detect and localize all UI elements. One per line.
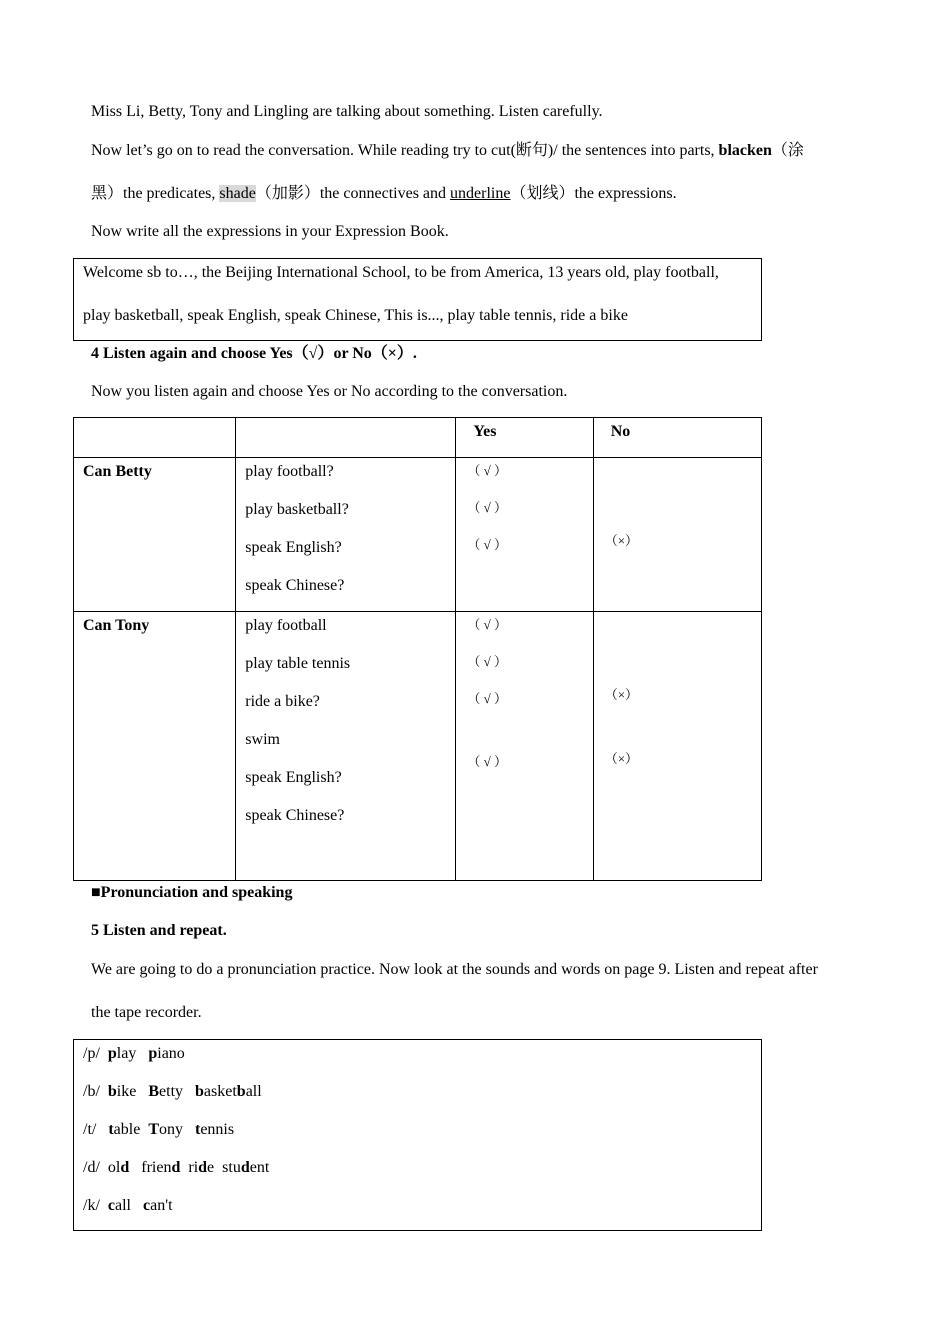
sound-word: tennis [195, 1121, 235, 1138]
intro-line-3 [91, 184, 677, 204]
betty-yes-cell [456, 458, 593, 612]
sound-word: can't [143, 1197, 173, 1214]
sound-row-b [83, 1082, 262, 1102]
tony-label: Can Tony [83, 617, 150, 634]
header-cell-yes [456, 418, 593, 458]
section-5-title: 5 Listen and repeat. [91, 922, 227, 939]
predicates-text: 黑）the predicates, [91, 185, 216, 202]
yes-header: Yes [473, 423, 497, 440]
no-cross-mark: （×） [604, 533, 639, 548]
expressions-line-2: play basketball, speak English, speak Chinese, This is..., play table tennis, ride a bike [83, 307, 628, 324]
sound-row-t [83, 1120, 234, 1140]
betty-item: speak Chinese? [245, 577, 345, 594]
section-5-instruction-line-2: the tape recorder. [91, 1004, 202, 1021]
sound-word: old [107, 1159, 130, 1176]
betty-no-cell [593, 458, 761, 612]
tony-no-cell [593, 612, 761, 881]
connectives-text: （加影）the connectives and [255, 185, 447, 202]
phoneme: /d/ [83, 1159, 100, 1176]
sounds-box [73, 1039, 762, 1231]
yes-check-mark: （ √ ） [467, 463, 507, 478]
black-square-icon: ■ [91, 884, 101, 901]
betty-label: Can Betty [83, 463, 152, 480]
intro-line-2 [91, 141, 804, 161]
yes-check-mark: （ √ ） [467, 754, 507, 769]
header-cell-empty-1 [74, 418, 236, 458]
no-cross-mark: （×） [604, 687, 639, 702]
no-cross-mark: （×） [604, 751, 639, 766]
blacken-term: blacken [718, 142, 772, 159]
sound-word: play [107, 1045, 137, 1062]
expressions-text: （划线）the expressions. [510, 185, 677, 202]
table-header-row [74, 418, 762, 458]
intro-line-4: Now write all the expressions in your Expression Book. [91, 223, 449, 240]
tony-item: ride a bike? [245, 693, 320, 710]
tony-label-cell [74, 612, 236, 881]
yes-check-mark: （ √ ） [467, 617, 507, 632]
sound-word: student [222, 1159, 270, 1176]
sound-word: Betty [148, 1083, 184, 1100]
tony-item: swim [245, 731, 280, 748]
sound-word: table [108, 1121, 141, 1138]
section-5-instruction-line-1: We are going to do a pronunciation practice. Now look at the sounds and words on page 9. Listen and repeat after [91, 961, 818, 978]
sound-word: piano [148, 1045, 185, 1062]
sound-word: call [107, 1197, 131, 1214]
table-row-tony [74, 612, 762, 881]
yes-check-mark: （ √ ） [467, 691, 507, 706]
sound-word: ride [188, 1159, 215, 1176]
pronunciation-heading-text: Pronunciation and speaking [100, 884, 293, 901]
yes-check-mark: （ √ ） [467, 537, 507, 552]
header-cell-empty-2 [236, 418, 456, 458]
section-4-title: 4 Listen again and choose Yes（√）or No（×）. [91, 345, 417, 362]
tony-item: play football [245, 617, 327, 634]
sound-word: friend [141, 1159, 181, 1176]
betty-items-cell [236, 458, 456, 612]
phoneme: /b/ [83, 1083, 100, 1100]
header-cell-no [593, 418, 761, 458]
betty-item: play football? [245, 463, 334, 480]
tony-items-cell [236, 612, 456, 881]
table-row-betty [74, 458, 762, 612]
yes-no-table [73, 417, 762, 881]
blacken-gloss: （涂 [771, 142, 804, 159]
tony-item: play table tennis [245, 655, 351, 672]
phoneme: /k/ [83, 1197, 100, 1214]
section-4-instruction: Now you listen again and choose Yes or No according to the conversation. [91, 383, 568, 400]
sound-row-k [83, 1196, 173, 1216]
sound-word: Tony [148, 1121, 183, 1138]
shade-term: shade [219, 185, 256, 202]
tony-item: speak English? [245, 769, 342, 786]
sound-word: bike [107, 1083, 137, 1100]
pronunciation-heading [91, 883, 292, 903]
betty-item: speak English? [245, 539, 342, 556]
yes-check-mark: （ √ ） [467, 654, 507, 669]
betty-label-cell [74, 458, 236, 612]
underline-term: underline [450, 185, 511, 202]
expressions-box [73, 258, 762, 341]
no-header: No [610, 423, 631, 440]
intro-line-2-text: Now let’s go on to read the conversation. While reading try to cut(断句)/ the sentences into parts, [91, 142, 715, 159]
phoneme: /p/ [83, 1045, 100, 1062]
sound-row-d [83, 1158, 269, 1178]
intro-line-1: Miss Li, Betty, Tony and Lingling are talking about something. Listen carefully. [91, 103, 603, 120]
betty-item: play basketball? [245, 501, 349, 518]
tony-item: speak Chinese? [245, 807, 345, 824]
tony-yes-cell [456, 612, 593, 881]
expressions-line-1: Welcome sb to…, the Beijing International School, to be from America, 13 years old, play football, [83, 264, 719, 281]
sound-word: basketball [195, 1083, 262, 1100]
phoneme: /t/ [83, 1121, 97, 1138]
yes-check-mark: （ √ ） [467, 500, 507, 515]
sound-row-p [83, 1044, 185, 1064]
